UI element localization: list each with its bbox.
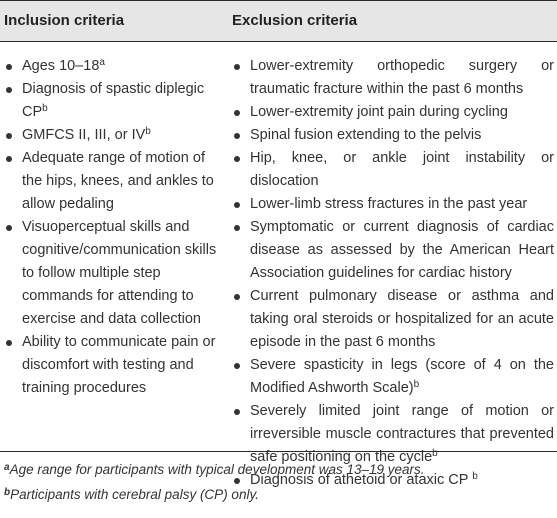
list-item-text: Ability to communicate pain or discomfort with testing and training procedures (22, 334, 216, 396)
list-item (232, 193, 554, 216)
list-item (4, 147, 226, 216)
list-item-text: Severe spasticity in legs (score of 4 on the Modified Ashworth Scale) (250, 357, 554, 396)
list-item-text: Symptomatic or current diagnosis of cardiac disease as assessed by the American Heart Association guidelines for cardiac history (250, 219, 554, 281)
exclusion-column (232, 55, 554, 492)
footnote-mark: a (4, 462, 10, 473)
list-item-text: Lower-extremity orthopedic surgery or traumatic fracture within the past 6 months (250, 58, 554, 97)
list-item (4, 78, 226, 124)
bullet-icon (234, 363, 240, 369)
bullet-icon (234, 409, 240, 415)
list-item-text: Spinal fusion extending to the pelvis (250, 127, 482, 143)
list-item-text: Lower-limb stress fractures in the past year (250, 196, 528, 212)
footnote-mark: b (42, 103, 48, 114)
exclusion-header: Exclusion criteria (232, 12, 358, 29)
footnote-mark: b (432, 448, 438, 459)
bullet-icon (234, 110, 240, 116)
list-item (232, 55, 554, 101)
bullet-icon (234, 225, 240, 231)
list-item (232, 354, 554, 400)
exclusion-list (232, 55, 554, 492)
bullet-icon (234, 478, 240, 484)
bullet-icon (234, 133, 240, 139)
footnote-b (4, 487, 259, 502)
inclusion-column (4, 55, 226, 400)
list-item (232, 285, 554, 354)
bullet-icon (234, 202, 240, 208)
list-item (232, 147, 554, 193)
list-item-text: Ages 10–18 (22, 58, 100, 74)
bullet-icon (6, 133, 12, 139)
bullet-icon (234, 64, 240, 70)
list-item-text: Lower-extremity joint pain during cycling (250, 104, 508, 120)
bullet-icon (6, 340, 12, 346)
inclusion-header: Inclusion criteria (4, 12, 125, 29)
bullet-icon (6, 156, 12, 162)
list-item-text: Hip, knee, or ankle joint instability or dislocation (250, 150, 554, 189)
list-item (4, 124, 226, 147)
list-item-text: Diagnosis of spastic diplegic CP (22, 81, 205, 120)
footnote-mark: b (4, 487, 11, 498)
list-item (4, 216, 226, 331)
bullet-icon (6, 87, 12, 93)
list-item (232, 216, 554, 285)
list-item-text: Diagnosis of athetoid or ataxic CP (250, 472, 473, 488)
list-item (4, 55, 226, 78)
footnote-mark: a (99, 57, 105, 68)
footnote-mark: b (413, 379, 420, 390)
footnote-a (4, 462, 425, 477)
list-item (232, 400, 554, 469)
list-item-text: Visuoperceptual skills and cognitive/communication skills to follow multiple step commands for attending to exercise and data collection (22, 219, 217, 327)
list-item (232, 101, 554, 124)
list-item (4, 331, 226, 400)
footnote-text: Participants with cerebral palsy (CP) only. (10, 487, 259, 502)
inclusion-list (4, 55, 226, 400)
bullet-icon (234, 294, 240, 300)
footnote-mark: b (145, 126, 151, 137)
table-bottom-rule (0, 451, 557, 452)
list-item (232, 124, 554, 147)
list-item-text: Adequate range of motion of the hips, knees, and ankles to allow pedaling (22, 150, 214, 212)
list-item-text: Current pulmonary disease or asthma and taking oral steroids or hospitalized for an acute episode in the past 6 months (250, 288, 554, 350)
bullet-icon (6, 64, 12, 70)
list-item-text: GMFCS II, III, or IV (22, 127, 146, 143)
table-header-row (0, 0, 557, 42)
footnote-mark: b (472, 471, 478, 482)
bullet-icon (234, 156, 240, 162)
list-item-text: Severely limited joint range of motion or irreversible muscle contractures that prevented safe positioning on the cycle (250, 403, 554, 465)
footnote-text: Age range for participants with typical development was 13–19 years. (9, 462, 425, 477)
bullet-icon (6, 225, 12, 231)
